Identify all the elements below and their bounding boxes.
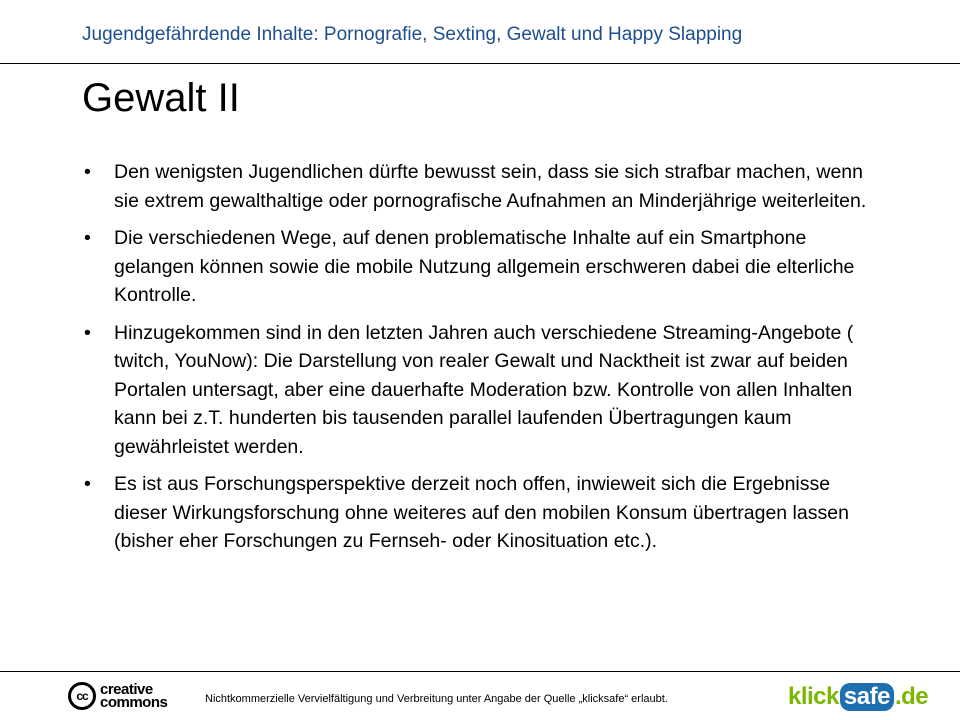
header-title: Jugendgefährdende Inhalte: Pornografie, Sexting, Gewalt und Happy Slapping xyxy=(82,24,743,45)
cc-icon: cc xyxy=(68,682,96,710)
klicksafe-logo xyxy=(788,683,928,711)
bullet-item xyxy=(82,158,872,215)
bullet-text: Hinzugekommen sind in den letzten Jahren auch verschiedene Streaming-Angebote ( twitch, YouNow): Die Darstellung von realer Gewalt und Nacktheit ist zwar auf beiden Portalen untersagt, aber eine dauerhafte Moderation bzw. Kontrolle von allen Inhalten kann bei z.T. hunderten bis tausenden parallel laufenden Übertragungen kaum gewährleistet werden. xyxy=(114,321,854,458)
bullet-text: Die verschiedenen Wege, auf denen problematische Inhalte auf ein Smartphone gelangen können sowie die mobile Nutzung allgemein erschweren dabei die elterliche Kontrolle. xyxy=(114,227,855,306)
bullet-item xyxy=(82,319,872,462)
bullet-item xyxy=(82,224,872,310)
bullet-item xyxy=(82,470,872,556)
cc-line-commons: commons xyxy=(100,694,168,711)
license-note: Nichtkommerzielle Vervielfältigung und Verbreitung unter Angabe der Quelle „klicksafe“ erlaubt. xyxy=(205,693,668,705)
logo-part-safe: safe xyxy=(840,683,894,711)
bullet-text: Es ist aus Forschungsperspektive derzeit noch offen, inwieweit sich die Ergebnisse dieser Wirkungsforschung ohne weiteres auf den mobilen Konsum übertragen lassen (bisher eher Forschungen zu Fernseh- oder Kinosituation etc.). xyxy=(114,473,849,552)
bullet-dot-icon: • xyxy=(84,321,91,344)
footer-divider xyxy=(0,671,960,672)
creative-commons-logo xyxy=(68,682,167,710)
logo-part-de: .de xyxy=(894,683,929,710)
bullet-dot-icon: • xyxy=(84,161,91,183)
bullet-text: Den wenigsten Jugendlichen dürfte bewusst sein, dass sie sich strafbar machen, wenn sie extrem gewalthaltige oder pornografische Aufnahmen an Minderjährige weiterleiten. xyxy=(114,161,867,212)
bullet-dot-icon: • xyxy=(84,227,91,249)
cc-line-creative: creative xyxy=(100,681,153,698)
bullet-list xyxy=(82,158,872,565)
bullet-dot-icon: • xyxy=(84,473,91,495)
header-divider xyxy=(0,63,960,64)
slide-title: Gewalt II xyxy=(82,76,240,120)
cc-wordmark xyxy=(100,683,167,709)
logo-part-klick: klick xyxy=(788,683,839,710)
